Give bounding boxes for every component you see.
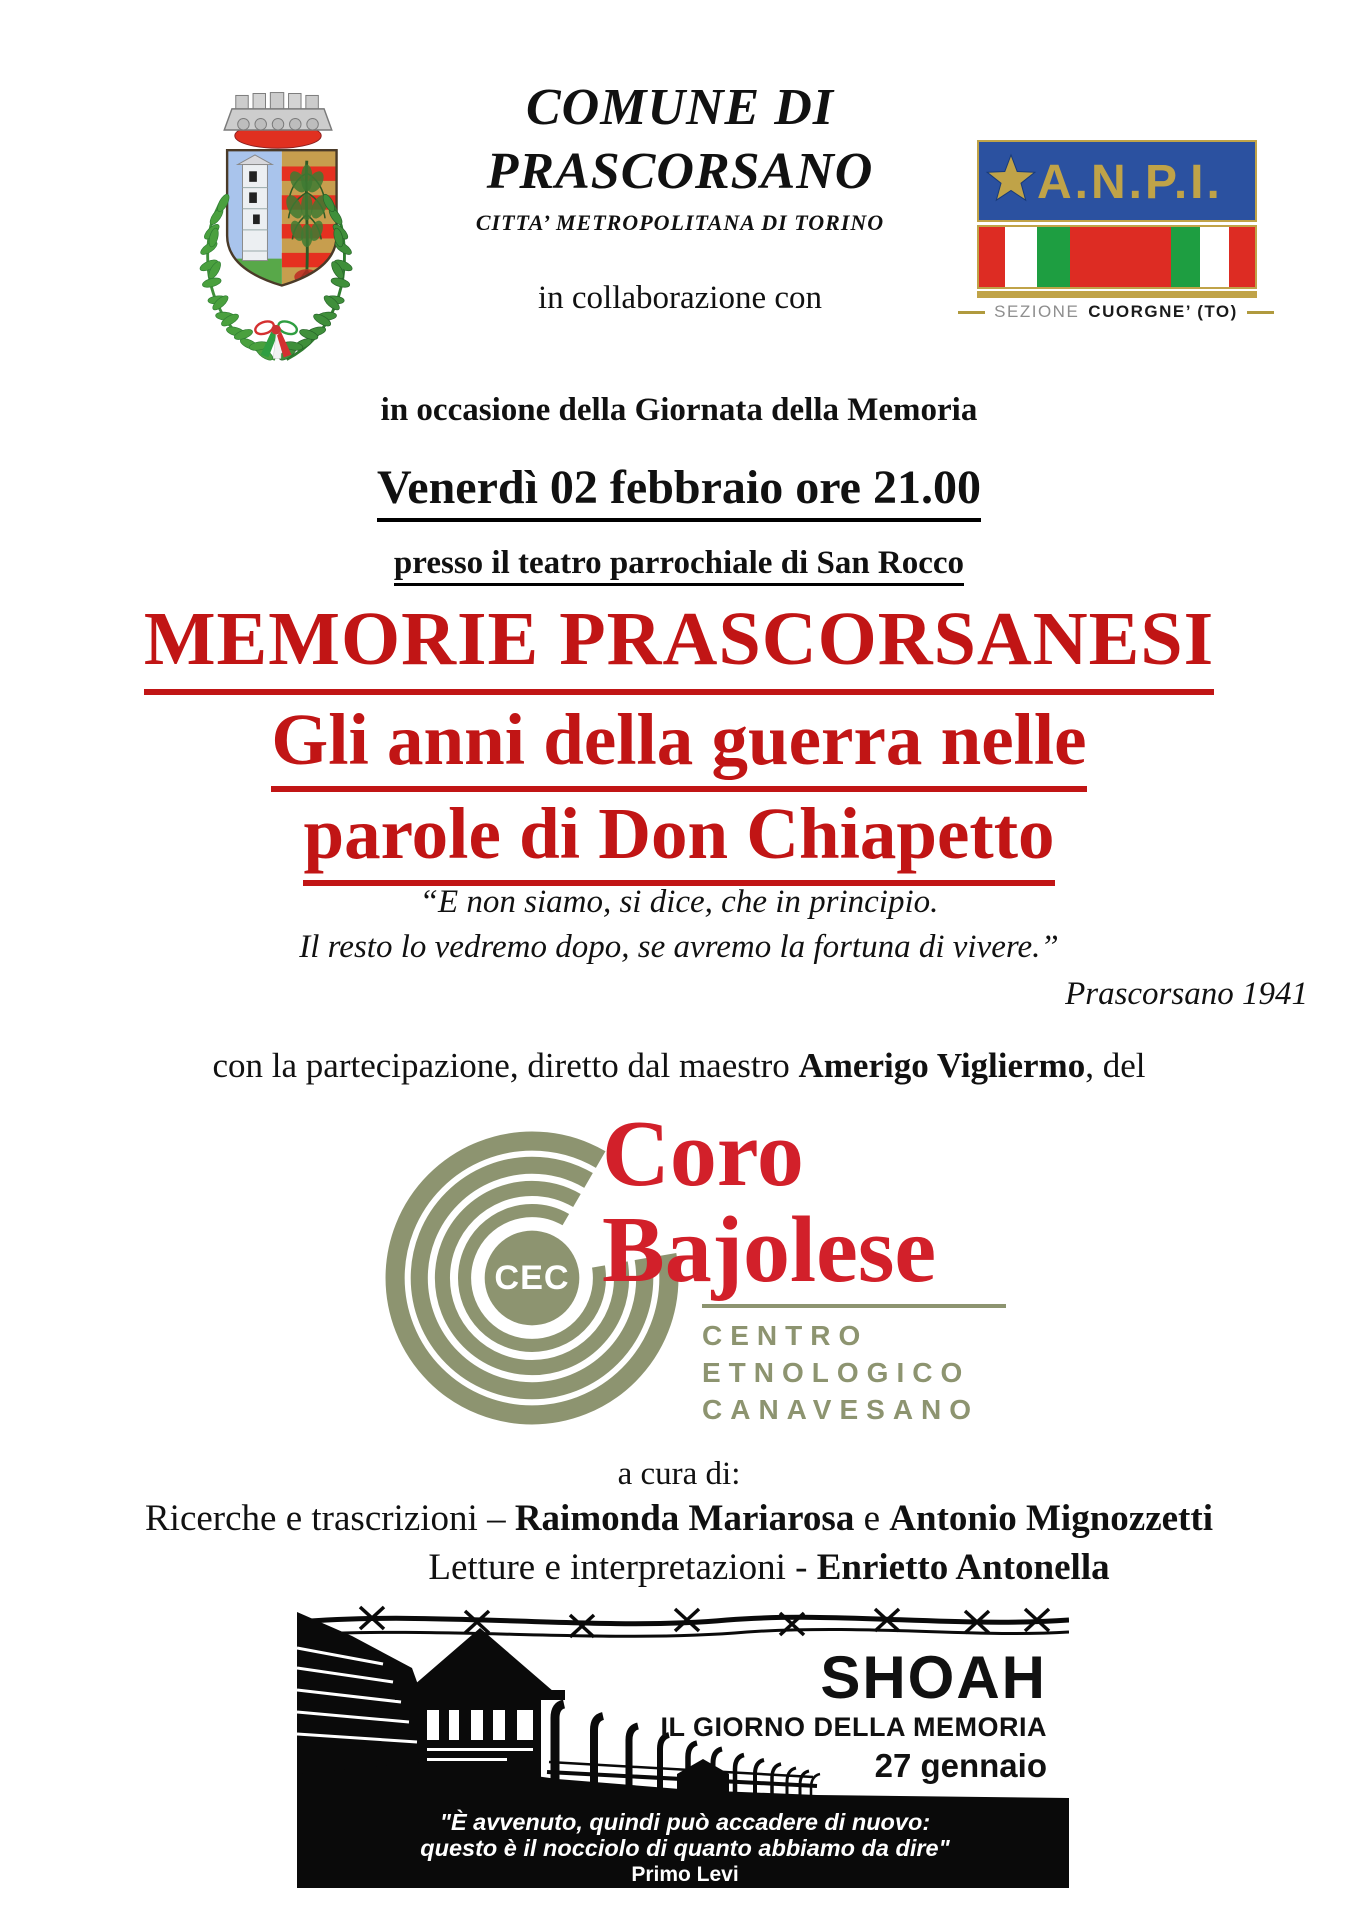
choir-name-line2: Bajolese: [602, 1198, 937, 1302]
main-title-line2: Gli anni della guerra nelle: [0, 698, 1358, 792]
readings-label: Letture e interpretazioni -: [428, 1547, 817, 1588]
shoah-subtitle: IL GIORNO DELLA MEMORIA: [660, 1712, 1047, 1742]
shoah-memorial-banner-icon: [297, 1602, 1069, 1888]
choir-organization: [702, 1317, 979, 1428]
org-line2: ETNOLOGICO: [702, 1357, 971, 1388]
event-venue: presso il teatro parrochiale di San Rocco: [0, 545, 1358, 586]
shield-icon: [227, 150, 336, 287]
participation-prefix: con la partecipazione, diretto dal maestro: [212, 1046, 799, 1085]
anpi-acronym: A.N.P.I.: [1037, 156, 1223, 209]
main-title-line1: MEMORIE PRASCORSANESI: [0, 596, 1358, 695]
municipality-subtitle: CITTA’ METROPOLITANA DI TORINO: [475, 210, 885, 235]
anpi-section-prefix: SEZIONE: [994, 302, 1080, 321]
participation-suffix: , del: [1085, 1046, 1146, 1085]
shoah-quote-line1: "È avvenuto, quindi può accadere di nuovo:: [439, 1809, 931, 1835]
shoah-quote-line2: questo è il nocciolo di quanto abbiamo da dire": [420, 1835, 950, 1861]
org-line3: CANAVESANO: [702, 1394, 980, 1425]
anpi-ribbon-icon: [977, 226, 1257, 298]
readings-name: Enrietto Antonella: [816, 1547, 1110, 1588]
quote-line2: Il resto lo vedremo dopo, se avremo la fortuna di vivere.”: [299, 929, 1059, 965]
right-rule: [1247, 311, 1274, 314]
anpi-emblem-icon: [976, 140, 1258, 298]
choir-name: [602, 1102, 937, 1302]
anpi-section-row: [958, 302, 1274, 322]
choir-name-line1: Coro: [602, 1102, 804, 1206]
quote-attribution: Prascorsano 1941: [1065, 976, 1308, 1012]
header: [340, 76, 1020, 317]
shoah-attribution: Primo Levi: [631, 1863, 739, 1886]
quote-line1: “E non siamo, si dice, che in principio.: [419, 884, 939, 920]
event-datetime: Venerdì 02 febbraio ore 21.00: [0, 460, 1358, 522]
research-name2: Antonio Mignozzetti: [889, 1498, 1213, 1539]
choir-divider: [702, 1304, 1006, 1308]
research-separator: e: [854, 1498, 890, 1539]
municipality-title-line2: PRASCORSANO: [486, 143, 874, 200]
participation-line: [0, 1046, 1358, 1086]
conductor-name: Amerigo Vigliermo: [798, 1046, 1086, 1085]
research-label: Ricerche e trascrizioni –: [145, 1498, 515, 1539]
org-line1: CENTRO: [702, 1320, 869, 1351]
credits-heading: a cura di:: [617, 1456, 741, 1492]
left-rule: [958, 311, 985, 314]
research-name1: Raimonda Mariarosa: [514, 1498, 855, 1539]
cec-acronym: CEC: [494, 1259, 570, 1298]
mural-crown-icon: [224, 93, 332, 149]
shoah-title: SHOAH: [820, 1644, 1047, 1711]
municipality-title-line1: COMUNE DI: [525, 79, 835, 136]
main-title-line3: parole di Don Chiapetto: [0, 792, 1358, 886]
shoah-date: 27 gennaio: [874, 1747, 1047, 1784]
credits-readings-line: [90, 1546, 1358, 1589]
collaboration-text: in collaborazione con: [537, 280, 823, 316]
occasion-line: in occasione della Giornata della Memoria: [380, 392, 978, 428]
credits-research-line: [0, 1497, 1358, 1540]
anpi-section-name: CUORGNE’ (TO): [1088, 302, 1238, 321]
